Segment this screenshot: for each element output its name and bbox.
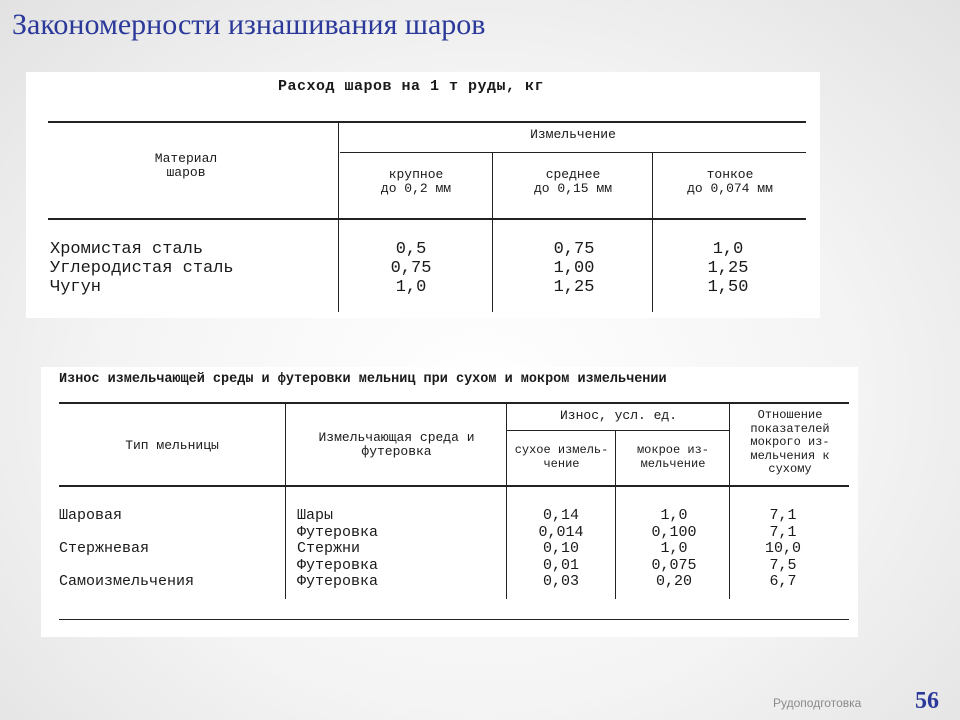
- header-coarse: крупное до 0,2 мм: [380, 167, 452, 196]
- table-rule: [340, 152, 806, 153]
- footer-label: Рудоподготовка: [773, 696, 862, 710]
- media-wear-table: [41, 367, 858, 637]
- column-medium: Шары Футеровка Стержни Футеровка Футеровка: [297, 507, 379, 590]
- column-dry: 0,14 0,014 0,10 0,01 0,03: [538, 507, 584, 590]
- table-divider: [506, 403, 507, 599]
- header-grinding: Измельчение: [530, 127, 616, 142]
- ball-consumption-table: [26, 72, 820, 318]
- header-ratio: Отношение показателей мокрого из- мельчения к сухому: [750, 408, 830, 476]
- header-material: Материал шаров: [154, 151, 218, 180]
- page-number: 56: [915, 688, 939, 714]
- header-mill-type: Тип мельницы: [125, 438, 219, 453]
- table-rule: [507, 430, 729, 431]
- column-coarse: 0,5 0,75 1,0: [390, 240, 432, 297]
- table-rule: [59, 402, 849, 404]
- table-divider: [652, 153, 653, 312]
- column-medium: 0,75 1,00 1,25: [553, 240, 595, 297]
- column-fine: 1,0 1,25 1,50: [707, 240, 749, 297]
- column-mill-type: Шаровая Стержневая Самоизмельчения: [59, 507, 195, 590]
- table-divider: [285, 403, 286, 599]
- table-rule: [59, 619, 849, 620]
- slide-title: Закономерности изнашивания шаров: [12, 8, 486, 41]
- header-wear: Износ, усл. ед.: [559, 408, 678, 423]
- table-divider: [492, 153, 493, 312]
- header-wet: мокрое из- мельчение: [636, 443, 709, 471]
- header-fine: тонкое до 0,074 мм: [687, 167, 773, 196]
- table-divider: [615, 431, 616, 599]
- column-wet: 1,0 0,100 1,0 0,075 0,20: [651, 507, 697, 590]
- header-grinding-medium: Измельчающая среда и футеровка: [318, 430, 475, 459]
- table-caption: Расход шаров на 1 т руды, кг: [278, 78, 545, 95]
- table-row: Хромистая сталь Углеродистая сталь Чугун: [50, 240, 234, 297]
- header-medium: среднее до 0,15 мм: [533, 167, 612, 196]
- table-rule: [59, 485, 849, 487]
- header-dry: сухое измель- чение: [514, 443, 609, 471]
- table-caption: Износ измельчающей среды и футеровки мельниц при сухом и мокром измельчении: [59, 372, 667, 387]
- table-rule: [48, 121, 806, 123]
- table-divider: [729, 403, 730, 599]
- table-rule: [48, 218, 806, 220]
- table-divider: [338, 122, 339, 312]
- column-ratio: 7,1 7,1 10,0 7,5 6,7: [764, 507, 801, 590]
